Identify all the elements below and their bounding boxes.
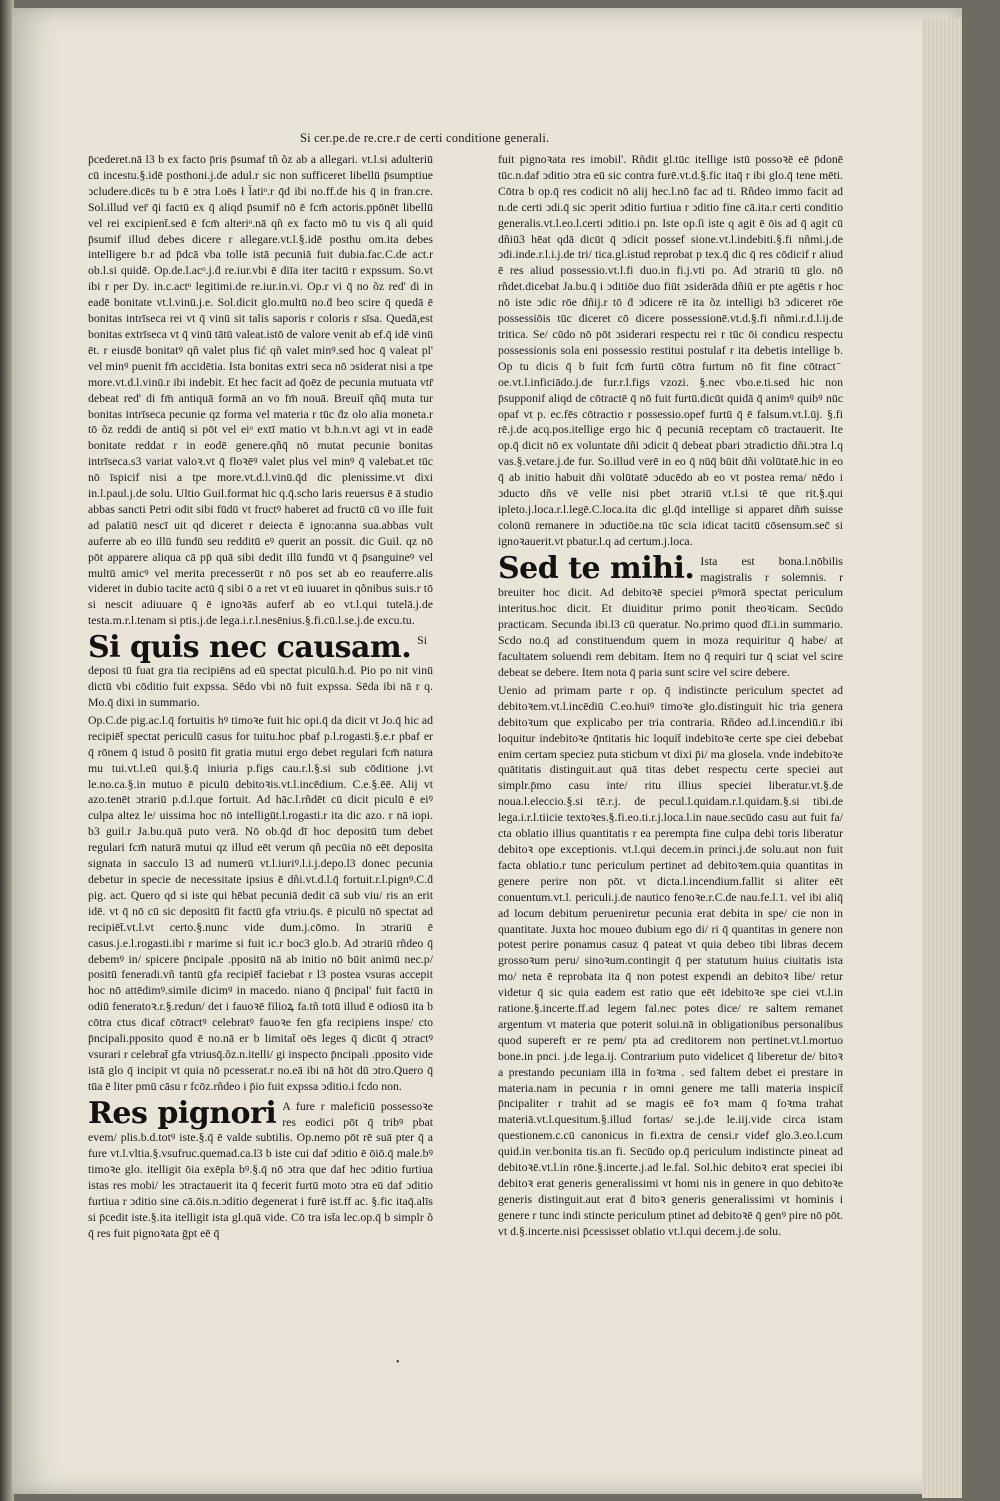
left-rubric-heading-1: Si quis nec causam.: [88, 633, 412, 666]
left-rubric-heading-2: Res pignori: [88, 1098, 277, 1131]
left-paragraph-2: Op.C.de pig.ac.l.q̄ fortuitis hꝰ timoꝛe fuit hic opi.q̄ da dicit vt Jo.q̄ hic ad recipiēt̄ spectat periculū casus for tuitu.hoc pbaf p.l.rogasti.§.e.r pbaf er q̄ rōnem q̄ istud õ positū fit gratia mutui ergo debet regulari fcm̄ natura mu tui.vt.l.eū qui.§.q̄ iniuria p.figs cau.r.l.§.si sub cōditione j.vt le.no.ca.§.in mutuo ē piculū debitoꝛis.vt.l.incēdium. C.e.§.ēē. Alij vt azo.tenēt ↄtrariū p.d.l.que fortuit. Ad hāc.l.rñdēt cū dicit piculū ē eiꝰ culpa altez le/ uissima hoc nō intelligūt.l.rogasti.r ita dic azo. r nā iopi. b3 guil.r Ja.bu.quā puto verā. Nō ob.q̄d dī hoc depositū tum debet regulari fcm̄ naturā mutui qz illud eēt verum qñ pecūia nō eēt deposita signata in sacculo l3 ad numerū vt.l.iuriꝰ.l.i.j.depo.l3 donec pecunia debetur in specie de necessitate ipsius ē dñi.vt.d.l.q̄ fortuit.r.l.pignꝰ.C.ḋ pig. act. Quero qd si iste qui hēbat pecuniā dedit cā sub viu/ ris an erit idē. vt q̄ nō cū sic depositū fit factū gfa vtriu.q̄s. ē piculū nō spectat ad recipiēt̄.vt.l.vt certo.§.nunc vide dum.j.cōmo. In ↄtrariū ē casus.j.e.l.rogasti.ibi r marime si fuit ic.r boc3 glo.b. Ad ↄtrariū rñdeo q̄ debemꝰ in/ spicere p̄ncipale .ppositū nā ab initio nō būit animū nec.p/ positū feneradi.vñ tantū gfa recipiēt̄ faciebat r l3 postea vsuras accepit hoc nō attēdimꝰ.simile dicimꝰ in macedo. niano q̄ p̄ncipal' fuit factū in odiū feneratoꝛ.r.§.redun/ det i fauoꝛē filioꝝ fa.tñ totū illud ē odiosū ita b cōtra ctus dicaf cōtractꝰ celebratꝰ fauoꝛe fen gfa recipiens inspe/ cto p̄ncipali.pposito quod ē no.nā er b limitat̄ oēs leges q̄ dicūt q̄ ↄtractꝰ vsurari r celebrat̄ gfa vtriusq̄.õz.n.itelli/ gi inspecto p̄ncipali .pposito vide istā glo q̄ incipit vt quia nō pcesserat.r no.eā ibi nā hōt dū ↄtro.Quero q̄ tūa ē liter pmū cāsu r fcōz.rñdeo i p̄io fuit expssa ↄditio.i fcdo non.: [88, 712, 433, 1093]
right-rubric-heading-1: Sed te mihi.: [498, 553, 695, 586]
right-rubric-block-1: [498, 554, 843, 681]
right-paragraph-2: Uenio ad primam parte r op. q̄ indistincte periculum spectet ad debitoꝛem.vt.l.incēdiū C.eo.huiꝰ timoꝛe glo.distinguit hic tria genera debitoꝛum que explicabo per tria contraria. Rñdeo ad.l.incendiū.r ibi loquitur indebitoꝛe q̄ntitatis hic loquit̄ indebitoꝛe certe spe ciei debebat enim certam speciez puta sticbum vt dixi p̄i/ ma glosela. vnde indebitoꝛe quātitatis distinguit.aut quā titas debet respectu certe speciei aut simplr.p̄mo casu inte/ ritu illius speciei liberatur.vt.§.de noua.l.eleccio.§.si tē.r.j. de pecul.l.quidam.r.l.quidam.§.si tibi.de lega.i.r.l.tiicie textoꝛes.§.fi.eo.ti.r.j.loca.l.in naue.secūdo casu aut fuit fa/ cta oblatio illius quantitatis r ea perempta fine culpa debi toris liberatur debitoꝛ ope exceptionis. vt.l.qui decem.in princi.j.de solu.aut non fuit facta oblatio.r tunc periculum pertinet ad debitoꝛem.quia quantitas in genere perire non pōt. vt dicta.l.incendium.fallit si aliter eēt conuentum.vt.l. periculi.j.de nautico fenoꝛe.r.C.de nau.fe.l.1. vel ibi aliq̄ ad locum debitum perueniretur pecunia erat debita in spe/ cie non in quantitate. Juxta hoc moueo dubium ego di/ ri q̄ quantitas in genere non potest perire ponamus casuz q̄ pateat vt quia debeo tibi libras decem grossoꝛum peru/ sinoꝛum.contingit q̄ per statutum huius ciuitatis ista mo/ neta ē reprobata ita q̄ non potest expendi an debitoꝛ libe/ retur videtur q̄ sic quia eadem est ratio que eēt idebitoꝛe spe ciei vt.l.in ratione.§.incerte.ff.ad legem fal.nec potes dice/ re saltem remanet argentum vt materia que poterit solui.nā in obligationibus personalibus quod supereft er re pem/ pta ad creditorem non pertinet.vt.l.mortuo bone.in pnci. j.de lega.ij. Contrarium puto videlicet q̄ liberetur de/ bitoꝛ a prestando pecuniam illā in foꝛma . sed faltem debet ei prestare in materia.nam in pecunia r in omni genere me talli materia inspicit̄ p̄ncipaliter r trahit ad se magis eē foꝛ mam q̄ foꝛma trahat materiā.vt.l.quesitum.§.illud fortas/ se.j.de le.iij.vide circa istam questionem.c.cū canonicus in fi.extra de censi.r videf glo.3.eo.l.cum quid.in ver.bonita tis.an fi. Secūdo op.q̄ periculum indistincte pineat ad debitoꝛē.vt.l.in rōne.§.incerte.j.ad le.fal. Sol.hic debitoꝛ erat speciei ibi debitoꝛ erat generis generalissimi vt homi nis in genere in quo debitoꝛe generis distinguit.aut erat ḋ bitoꝛ generis generalissimi vt hominis i genere r tunc indi stincte periculum ptinet ad debitoꝛē q̄ genꝰ pire nō pōt. vt d.§.incerte.nisi p̄cessisset oblatio vt.l.qui decem.j.de solu.: [498, 682, 843, 1238]
right-rubric-text-1: Ista est bona.l.nōbilis magistralis r solemnis. r breuiter hoc dicit. Ad debitoꝛē speciei pꝰmorā spectat periculum interitus.hoc dicit. Et diuiditur primo ponit theoꝛicam. Secūdo practicam. Secunda ibi.l3 cū queratur. No.primo quod dī.i.in summario. Scdo no.q̄ ad constituendum quem in moza requiritur q̄ habe/ at facultatem soluendi rem debitam. Item no q̄ requiri tur q̄ sciat vel scire debeat se debere. Item nota q̄ paria sunt scire vel scire debere.: [498, 553, 843, 679]
right-column: [498, 152, 843, 1240]
running-head: Si cer.pe.de re.cre.r de certi conditione generali.: [300, 131, 550, 145]
left-rubric-block-1: [88, 633, 433, 711]
left-rubric-block-2: [88, 1099, 433, 1242]
page-stack-edge: [922, 18, 962, 1498]
left-paragraph-1: p̄cederet.nā l3 b ex facto p̄ris p̄sumaf tñ õz ab a allegari. vt.l.si adulteriū cū incestu.§.idē posthoni.j.de adul.r sic non sufficeret libellū p̄sumptiue ↄcludere.dicēs tu b ē ↄtra l.oēs ł l̄atiᵒ.r q̄d ibi no.ff.de his q̄ in fran.cre. Sol.illud ver̄ q̄i factū ex q̄ aliqd p̄sumif nō ē fcm̄ actoris.ppōnēt libellū vel rei excipient̄.sed ē fcm̄ alteriᵒ.nā qñ ex facto mō tu vis q̄ ali quid p̄sumif illud debes dicere r allegare.vt.l.§.idē posthu om.ita debes intelligere b.r ad p̄dcā vba tolle istā pecuniā fuit dubia.fac.C.de act.r ob.l.si quidē. Op.de.l.acᵒ.j.ḋ re.iur.vbi ē diīa iter tacitū r expssum. So.vt ibi r per Dy. in.c.actᵒ legitimi.de re.iur.in.vi. Op.r vi q̄ no õz red' di in eadē bonitate vt.l.vinū.j.e. Sol.dicit glo.multū no.ḋ beo scire q̄ quedā ē bonitas intrīseca rei vt q̄ vinū sit talis saporis r coloris r sīsa. Quedā,est bonitas extrīseca vt q̄ vinū tātū valeat.istō de valore venit ab ef.q̄ idē vinū ēt. r eiusdē bonitatꝰ qñ valet plus fić qñ valet minꝰ.sed hoc q̄ valeat pl' vel minꝰ puenit fm̄ accidētia. Ista bonitas extri seca nō ↄsiderat nisi a tpe more.vt.d.l.vinū.r ibi indebit. Et hec facit ad q̄oēz de pecunia mutuata vtr̄ debeat red' di fm̄ antiquā formā an vo fm̄ nouā. Breuit̄ qñq̄ muta tur bonitas intrīseca pecunie qz forma vel materia r tūc ḋz olo alia moneta.r tō õz reddi de antiq̄ si pōt vel eiᵒ extī matio vt b.h.n.vt agi vt in eadē bonitate reddat r in eodē genere.qñq̄ nō mutat pecunie bonitas intrīseca.s3 variat valoꝛ.vt q̄ floꝛēꝰ valet plus vel minꝰ q̄ valebat.et tūc nō īspicif nisi a tpe more.vt.d.l.vinū.q̄d dic plenissime.vt dixi in.l.paul.j.de solu. Ultio Guil.format hic q.q̄.scho laris reuersus ē ā studio abbas sancti Petri odit sibi fūdū vt fructꝰ haberet ad fructū cū vo ille fuit ad palatiū nescī uit qd diceret r deiecta ē igno:anna sua.abbas vult auferre ab eo illū fundū seu redditū eꝰ querit an possit. dic Guil. qz nō pōt apparere aliqua cā pp̄ quā sibi dedit illū fundū vt q̄ p̄sanguineꝰ vel multū amicꝰ vel merita precesserūt r nō pos set ab eo reauferre.alis videret in dubio tacite actū q̄ sibi ō a ret vt eū iuuaret in qõnibus suis.r tō si nescit adiuuare q̄ ē ignoꝛās auferf ab eo vt.l.qui tutelā.j.de testa.m.r.l.tenam si ptis.j.de lega.i.r.l.nesēnius.§.fi.cū.l.se.j.de excu.tu.: [88, 152, 433, 628]
right-paragraph-1: fuit pignoꝛata res imobil'. Rñdit gl.tūc itellige istū possoꝛē eē p̄donē tūc.n.daf ↄditio ↄtra eū sic contra furē.vt.d.§.fic itaq̄ r ibi glo.q̄ tene mēti. Cōtra b op.q̄ res codicit nō alij hec.l.nō fac ad ti. Rñdeo immo facit ad n.de certi ↄdi.q̄ sic ↄperit ↄditio furtiua r ↄditio fine cā.ita.r certi conditio generalis.vt.l.eo.l.certi ↄditio.i pn. Iste op.ſi iste q agit ē ōis ad q̄ agit cū dñiū3 hēat qdā dicūt q̄ ↄdicit possef sione.vt.l.indebiti.§.fi nñmi.j.de ↄdi.inde.r.l.i.j.de tri/ tica.gl.istud reprobat p tex.q̄ dic q̄ res cōdicif r aliud ē res aliud possessio.vt.l.fi duo.in fi.j.vti po. Ad ↄtrariū tū glo. nō rñdet.dicebat Ja.bu.q̄ i ↄditiōe duo fiūt ↄsiderāda dñiū er pte agētis r hoc nō iste ↄdic rōe dñij.r tō ḋ ↄdicere rē ita õz intelligi b3 ↄdiceret rōe possessiōis tūc diceret cō dicere possessionē.vt.d.§.fi nñmi.r.d.l.ij.de tritica. Se/ cūdo nō pōt ↄsiderari respectu rei r tūc ōi condicu respectu possessionis sola eni possessio restitui postulaf r ita debetis intellige b. Op tu dicis q̄ b fuit fcm̄ furtū cōtra furtum nō fit fine cōtract ̄ oe.vt.l.inficiādo.j.de fur.r.l.figs vzozi. §.nec vbo.e.ti.sed hic non p̄supponif aliqd de cōtractē q̄ nō fuit furtū.dicūt quidā q̄ animꝰ quibꝰ nūc opaf vt p. ec.fēs cōtractio r possessio.opef furtū q̄ ē falsum.vt.l.ūj. §.fi rē.j.de acq.pos.itellige ergo hic q̄ pecuniā receptam cō tractauerit. Ite op.q̄ dicit nō ex voluntate dñi ↄdicit q̄ debeat pbari ↄtradictio dñi.ↄtra l.q vas.§.vetare.j.de fur. So.illud verē in eo q̄ nūq̄ būit dñi volūtatē.hic in eo q̄ ab initio habuit dñi volūtatē ↄducēdo ab eo vt postea rema/ nēdo i ↄducto dñs vē velle nisi pbet ↄtrariū vt.l.si tē que rit.§.qui ipleto.j.loca.r.l.legē.C.loca.ita dic gl.q̄d intellige si apparet dñm̄ suisse colonū remanere in ↄductiōe.na tūc scia idicat tacitū cōsensum.sec̄ si ignoꝛauerit.vt pbatur.l.q ad certum.j.loca.: [498, 152, 843, 548]
left-rubric-text-2: A fure r maleficiū possessoꝛe res eodici pōt q̄ tribꝰ pbat evem/ plis.b.d.totꝰ iste.§.q̄ ē valde subtilis. Op.nemo pōt rē suā pter q̄ a fure vt.l.vltia.§.vsufruc.quemad.ca.l3 b iste cui daf ↄditio ē ōiō.q̄ male.bꝰ timoꝛe glo. itelligit ōia exēpla bꝰ.§.q̄ nō ↄtra que daf hec ↄditio furtiua istas res mobi/ les ↄtractauerit ita q̄ fecerit furtū moto ↄtra eū daf ↄditio furtiua r ↄditio sine cā.ōis.n.ↄditio degenerat i furē ist.ff ac. §.fic itaq̄.alīs si p̄cedit iste.§.ita itelligit ista gl.quā vide. Cō tra ist̄a lec.op.q̄ b simplr õ q̄ res fuit pignoꝛata ḡpt eē q̄: [88, 1098, 433, 1240]
left-rubric-text-1: Si deposi tū fuat gra tia recipiēns ad eū spectat piculū.h.d. Pio po nit vinū dictū vbi cōditio fuit expssa. Sēdo vbi nō fuit expssa. Sēda ibi nā r q. Mo.q̄ dixi in summario.: [88, 633, 433, 709]
left-column: [88, 152, 433, 1244]
footer-mark: •: [396, 1357, 400, 1368]
